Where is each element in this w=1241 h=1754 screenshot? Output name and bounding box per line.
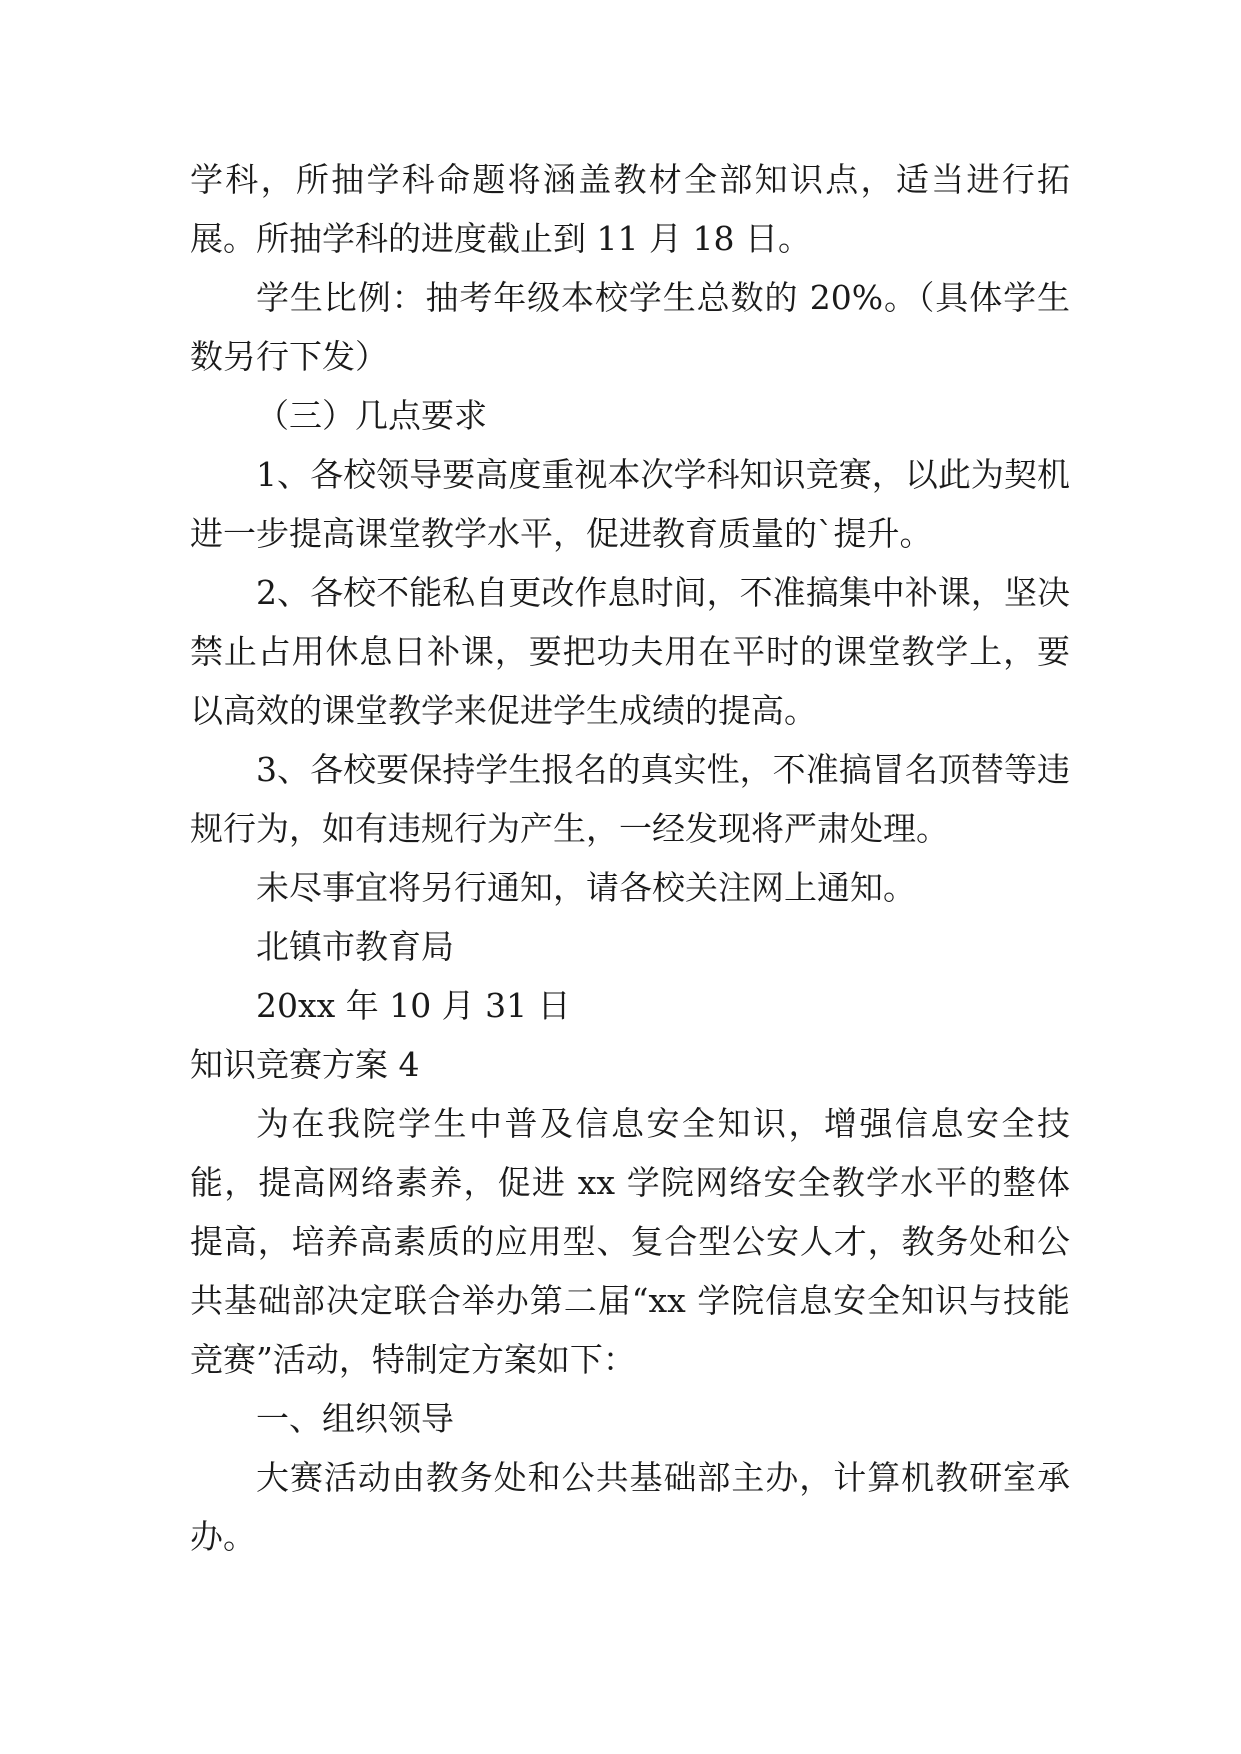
paragraph-notice: 未尽事宜将另行通知，请各校关注网上通知。 <box>256 868 916 907</box>
paragraph-subject-scope: 学科，所抽学科命题将涵盖教材全部知识点，适当进行拓展。所抽学科的进度截止到 11 月 18 日。 <box>190 160 1070 258</box>
paragraph-student-ratio: 学生比例：抽考年级本校学生总数的 20%。（具体学生数另行下发） <box>190 278 1070 376</box>
paragraph-organizers: 大赛活动由教务处和公共基础部主办，计算机教研室承办。 <box>190 1458 1070 1556</box>
paragraph-plan-intro: 为在我院学生中普及信息安全知识，增强信息安全技能，提高网络素养，促进 xx 学院网络安全教学水平的整体提高，培养高素质的应用型、复合型公安人才，教务处和公共基础部决定联合举办第二届“xx 学院信息安全知识与技能竞赛”活动，特制定方案如下： <box>190 1104 1070 1379</box>
paragraph-requirement-2: 2、各校不能私自更改作息时间，不准搞集中补课，坚决禁止占用休息日补课，要把功夫用在平时的课堂教学上，要以高效的课堂教学来促进学生成绩的提高。 <box>190 573 1070 730</box>
signature-organization: 北镇市教育局 <box>256 927 454 966</box>
document-title-plan-4: 知识竞赛方案 4 <box>190 1045 420 1084</box>
document-body <box>190 150 1070 1566</box>
paragraph-requirement-1: 1、各校领导要高度重视本次学科知识竞赛，以此为契机进一步提高课堂教学水平，促进教育质量的`提升。 <box>190 455 1070 553</box>
section-heading-organization: 一、组织领导 <box>256 1399 454 1438</box>
section-heading-requirements: （三）几点要求 <box>256 396 487 435</box>
paragraph-requirement-3: 3、各校要保持学生报名的真实性，不准搞冒名顶替等违规行为，如有违规行为产生，一经发现将严肃处理。 <box>190 750 1070 848</box>
signature-date: 20xx 年 10 月 31 日 <box>256 986 571 1025</box>
